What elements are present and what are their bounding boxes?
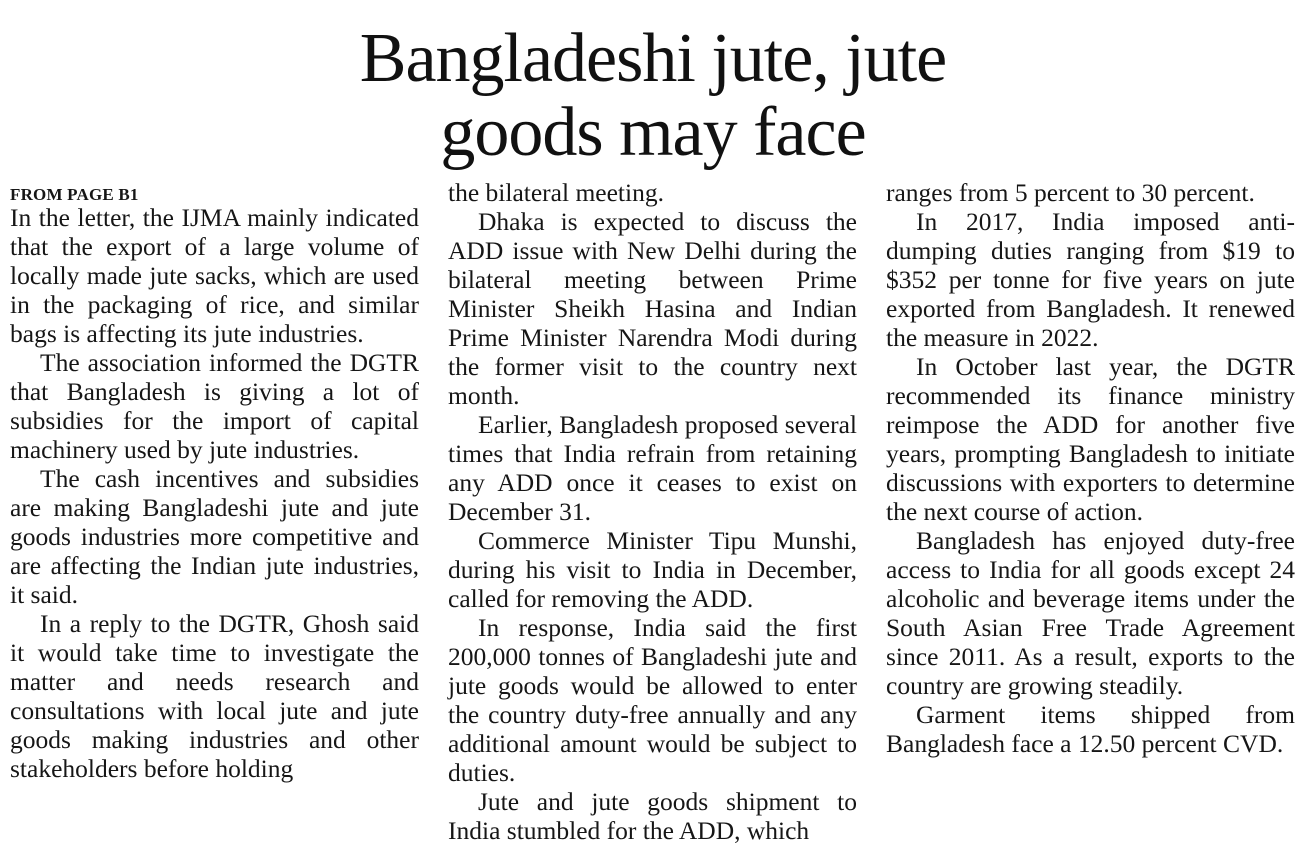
article-column-3 [886, 178, 1295, 758]
paragraph: Garment items shipped from Bangladesh face a 12.50 percent CVD. [886, 700, 1295, 758]
paragraph: Bangladesh has enjoyed duty-free access to India for all goods except 24 alcoholic and beverage items under the South Asian Free Trade Agreement since 2011. As a result, exports to the country are growing steadily. [886, 526, 1295, 700]
paragraph-continued: ranges from 5 percent to 30 percent. [886, 178, 1255, 207]
paragraph: In the letter, the IJMA mainly indicated that the export of a large volume of locally made jute sacks, which are used in the packaging of rice, and similar bags is affecting its jute industries. [10, 203, 419, 348]
paragraph: Jute and jute goods shipment to India stumbled for the ADD, which [448, 787, 857, 845]
paragraph: In October last year, the DGTR recommended its finance ministry reimpose the ADD for another five years, prompting Bangladesh to initiate discussions with exporters to determine the next course of action. [886, 352, 1295, 526]
paragraph: Dhaka is expected to discuss the ADD issue with New Delhi during the bilateral meeting between Prime Minister Sheikh Hasina and Indian Prime Minister Narendra Modi during the former visit to the country next month. [448, 207, 857, 410]
paragraph-continued: the bilateral meeting. [448, 178, 664, 207]
paragraph: The cash incentives and subsidies are making Bangladeshi jute and jute goods industries more competitive and are affecting the Indian jute industries, it said. [10, 464, 419, 609]
article-column-2 [448, 178, 857, 845]
paragraph: Earlier, Bangladesh proposed several times that India refrain from retaining any ADD once it ceases to exist on December 31. [448, 410, 857, 526]
headline-line-2: goods may face [440, 94, 866, 171]
paragraph: In a reply to the DGTR, Ghosh said it would take time to investigate the matter and needs research and consultations with local jute and jute goods making industries and other stakeholders before holding [10, 609, 419, 783]
paragraph: Commerce Minister Tipu Munshi, during his visit to India in December, called for removing the ADD. [448, 526, 857, 613]
paragraph: In 2017, India imposed anti-dumping duties ranging from $19 to $352 per tonne for five years on jute exported from Bangladesh. It renewed the measure in 2022. [886, 207, 1295, 352]
paragraph: The association informed the DGTR that Bangladesh is giving a lot of subsidies for the import of capital machinery used by jute industries. [10, 348, 419, 464]
article-column-1 [10, 178, 419, 783]
headline-line-1: Bangladeshi jute, jute [359, 20, 947, 97]
headline [0, 22, 1306, 170]
paragraph: In response, India said the first 200,000 tonnes of Bangladeshi jute and jute goods would be allowed to enter the country duty-free annually and any additional amount would be subject to duties. [448, 613, 857, 787]
continuation-kicker: FROM PAGE B1 [10, 185, 139, 204]
